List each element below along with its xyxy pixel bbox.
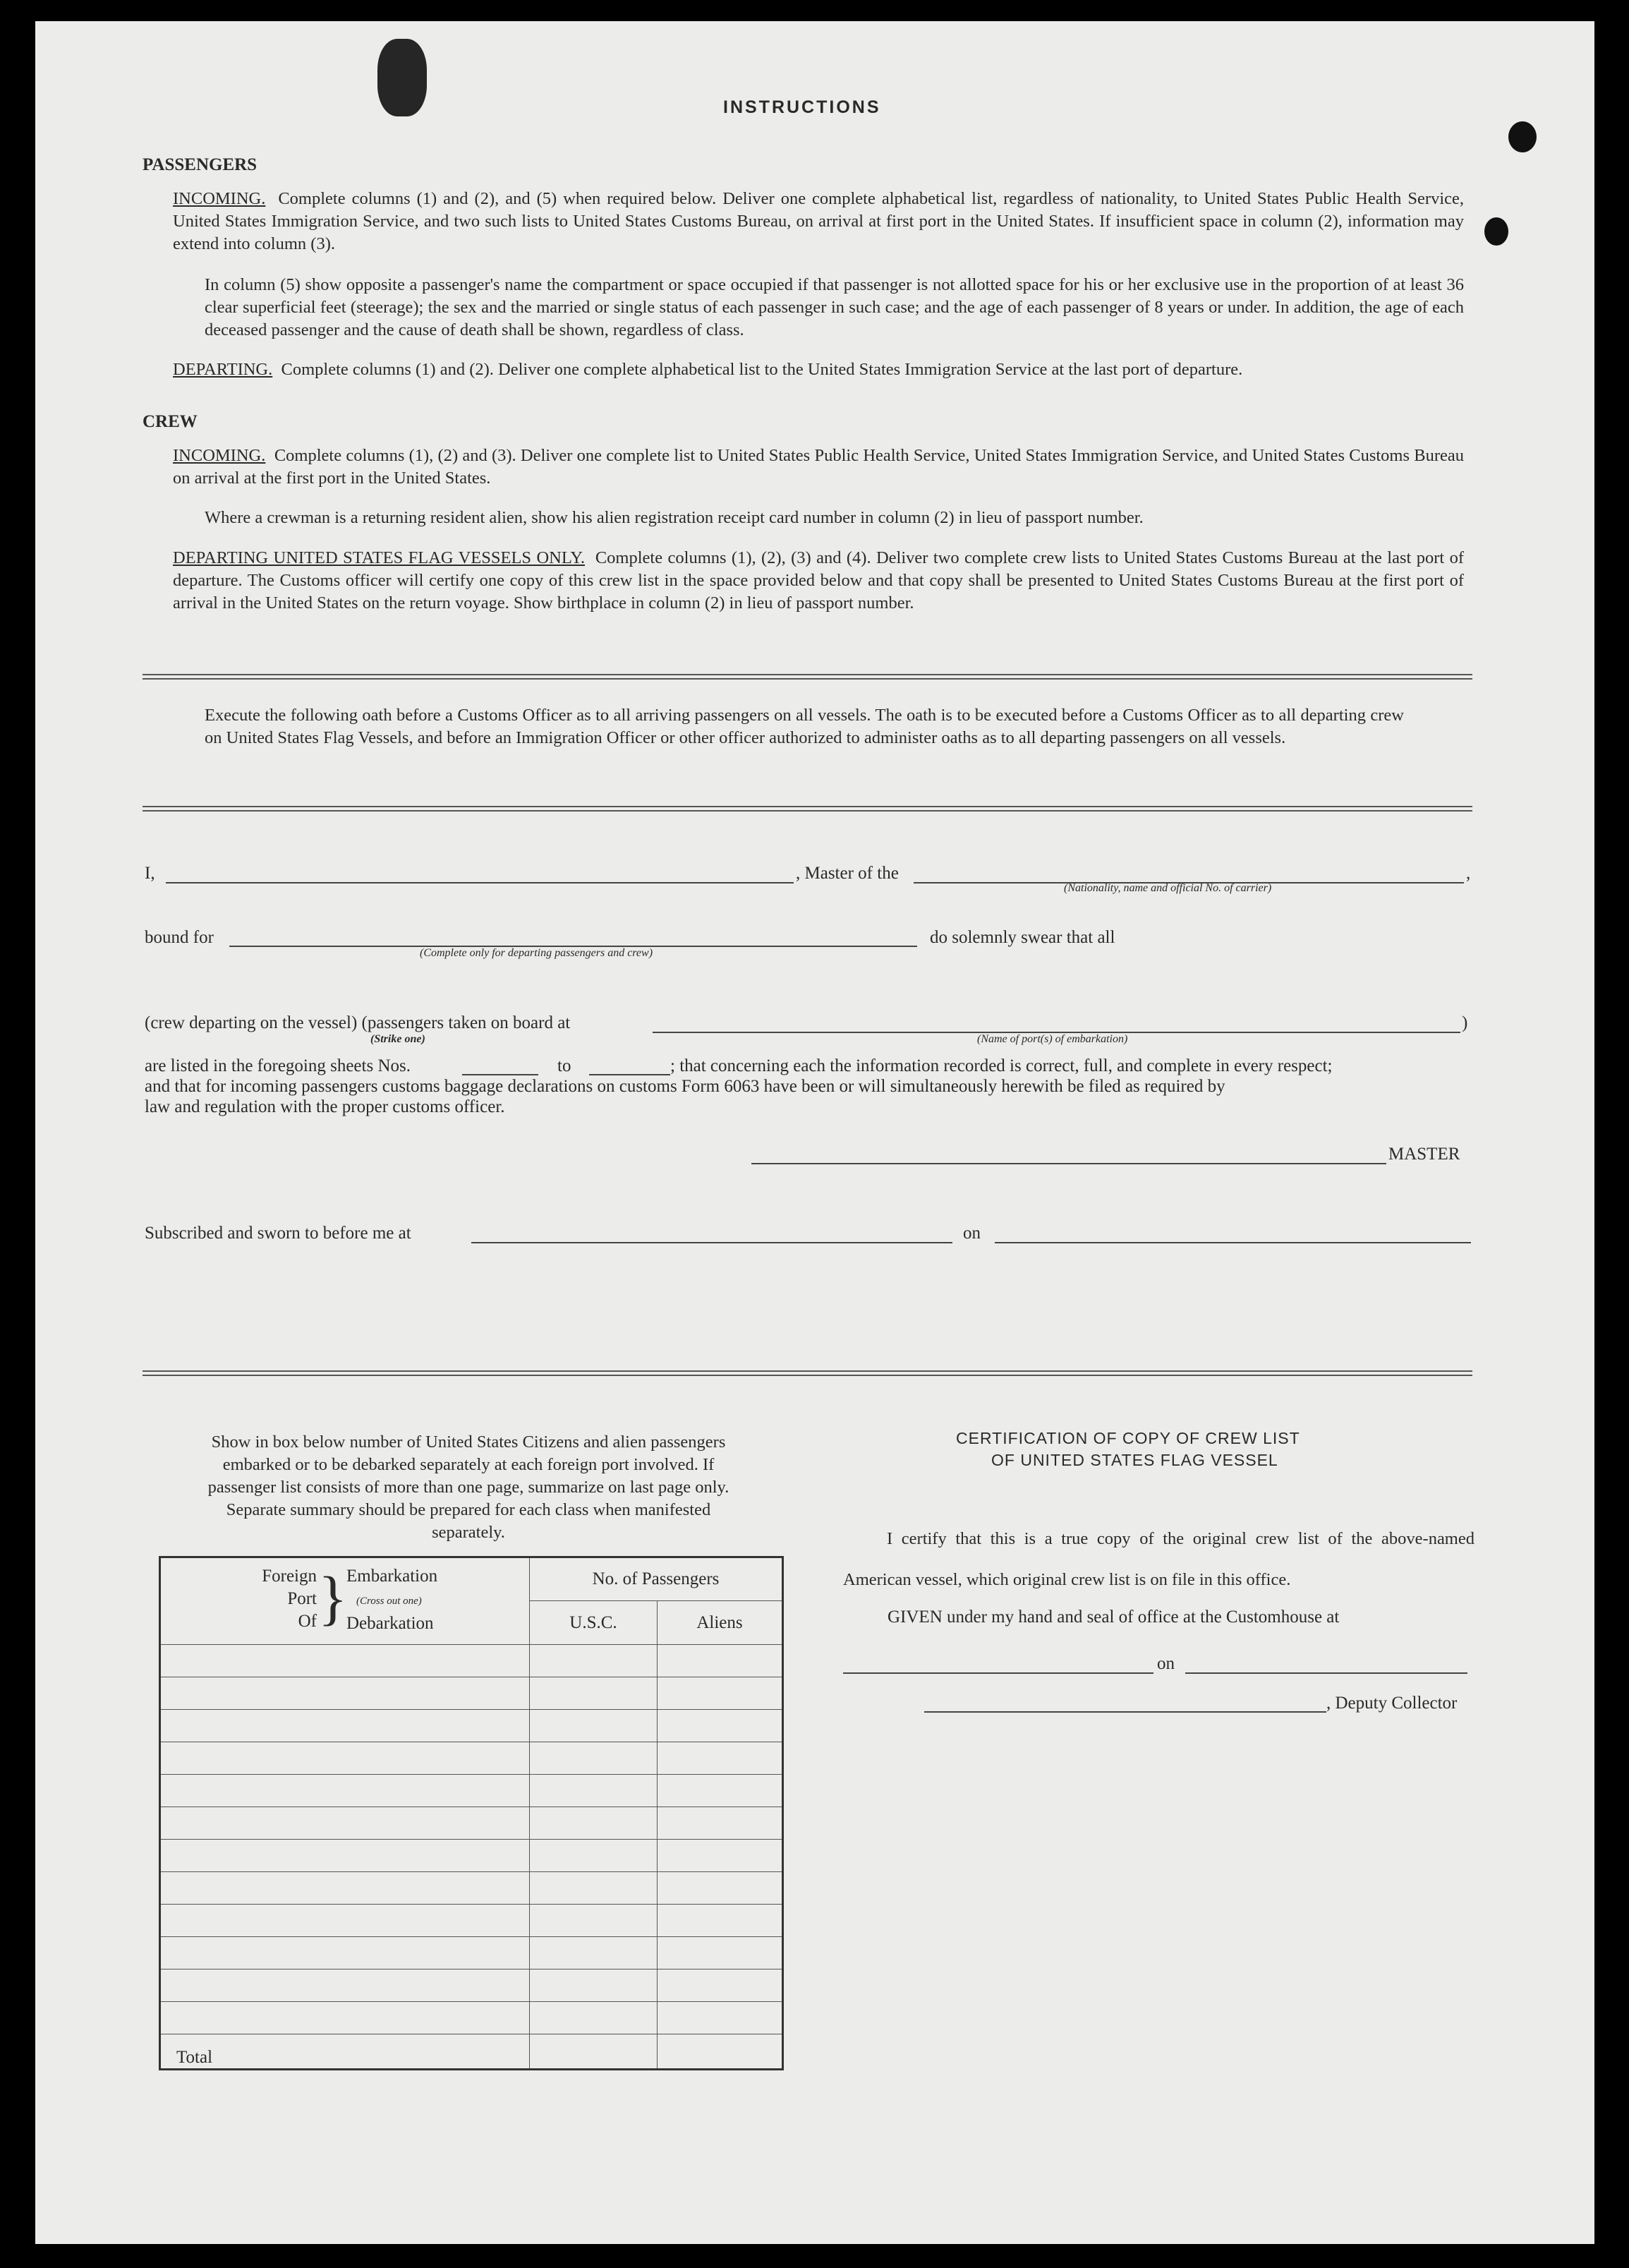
table-row: [160, 1677, 783, 1710]
passengers-departing: [173, 358, 1464, 381]
table-row: [160, 2002, 783, 2034]
table-row: [160, 1645, 783, 1677]
oath-comma: ,: [1466, 864, 1471, 883]
ink-blot: [1484, 217, 1508, 246]
table-row: [160, 1807, 783, 1840]
col-of: Of: [298, 1612, 317, 1631]
oath-listed-line2: and that for incoming passengers customs baggage declarations on customs Form 6063 have been or will simultaneously herewith be filed as required by: [145, 1077, 1225, 1096]
cert-date-field[interactable]: [1185, 1672, 1467, 1674]
crew-departing-text: Complete columns (1), (2), (3) and (4). Deliver two complete crew lists to United States Customs Bureau at the last port of departure. The Customs officer will certify one copy of this crew list in the space provided below and that copy shall be presented to United States Customs Bureau at the first port of arrival in the United States on the return voyage. Show birthplace in column (2) in lieu of passport number.: [173, 548, 1464, 613]
master-signature-field[interactable]: [751, 1163, 1386, 1164]
oath-close-paren: ): [1462, 1013, 1468, 1032]
cert-on: on: [1157, 1654, 1175, 1673]
total-label: Total: [160, 2034, 530, 2070]
ink-blot: [1508, 121, 1537, 152]
crew-heading: CREW: [143, 412, 198, 431]
table-row: [160, 1937, 783, 1970]
page-title: INSTRUCTIONS: [723, 97, 881, 117]
passengers-incoming-text: Complete columns (1) and (2), and (5) when required below. Deliver one complete alphabetical list, regardless of nationality, to United States Public Health Service, United States Immigration Service, and two such lists to United States Customs Bureau, on arrival at first port in the United States. If insufficient space in column (2), information may extend into column (3).: [173, 189, 1465, 253]
passengers-departing-text: Complete columns (1) and (2). Deliver one complete alphabetical list to the United States Immigration Service at the last port of departure.: [281, 360, 1243, 379]
cert-title-1: CERTIFICATION OF COPY OF CREW LIST: [956, 1429, 1300, 1447]
summary-instruction: Show in box below number of United States Citizens and alien passengers embarked or to be debarked separately at each foreign port involved. If passenger list consists of more than one page, summarize on last page only. Separate summary should be prepared for each class when manifested separately.: [207, 1432, 729, 1542]
col-usc: U.S.C.: [530, 1601, 658, 1645]
oath-master-of: , Master of the: [796, 864, 899, 883]
table-row: [160, 1710, 783, 1742]
col-number: No. of Passengers: [530, 1557, 783, 1601]
passengers-incoming: [173, 188, 1464, 255]
subscribed-date-field[interactable]: [995, 1242, 1471, 1243]
oath-listed-a: are listed in the foregoing sheets Nos.: [145, 1056, 411, 1075]
crew-departing: [173, 547, 1464, 615]
oath-bound-for: bound for: [145, 928, 214, 947]
strike-one-note: (Strike one): [370, 1033, 425, 1045]
oath-instruction: Execute the following oath before a Customs Officer as to all arriving passengers on all vessels. The oath is to be executed before a Customs Officer as to all departing crew on United States Flag Vessels, and before an Immigration Officer or other officer authorized to administer oaths as to all departing passengers on all vessels.: [205, 706, 1404, 747]
passengers-incoming-label: INCOMING.: [173, 189, 266, 208]
divider: [143, 806, 1472, 812]
col-cross: (Cross out one): [356, 1596, 422, 1607]
table-row: [160, 1872, 783, 1905]
col-foreign: Foreign: [262, 1567, 317, 1586]
total-usc[interactable]: [530, 2034, 658, 2070]
oath-listed-to: to: [557, 1056, 571, 1075]
oath-crew-departing: (crew departing on the vessel) (passengers taken on board at: [145, 1013, 571, 1032]
col-port: Port: [287, 1589, 317, 1608]
crew-incoming: [173, 445, 1464, 490]
complete-note: (Complete only for departing passengers and crew): [420, 947, 653, 959]
passengers-heading: PASSENGERS: [143, 155, 258, 174]
deputy-signature-field[interactable]: [924, 1711, 1326, 1713]
oath-i-label: I,: [145, 864, 155, 883]
ink-blot: [377, 39, 427, 116]
table-row: [160, 1840, 783, 1872]
oath-swear: do solemnly swear that all: [930, 928, 1115, 947]
subscribed-place-field[interactable]: [471, 1242, 952, 1243]
divider: [143, 674, 1472, 680]
cert-given: GIVEN under my hand and seal of office at the Customhouse at: [888, 1607, 1340, 1627]
crew-alien-note: Where a crewman is a returning resident alien, show his alien registration receipt card number in column (2) in lieu of passport number.: [205, 508, 1144, 527]
passengers-departing-label: DEPARTING.: [173, 360, 273, 379]
table-row: [160, 1970, 783, 2002]
crew-incoming-text: Complete columns (1), (2) and (3). Deliver one complete list to United States Public Health Service, United States Immigration Service, and United States Customs Bureau on arrival at the first port in the United States.: [173, 446, 1465, 488]
nationality-note: (Nationality, name and official No. of carrier): [1064, 882, 1272, 894]
crew-incoming-label: INCOMING.: [173, 446, 266, 465]
subscribed-on: on: [963, 1224, 981, 1243]
cert-place-field[interactable]: [843, 1672, 1153, 1674]
col-embarkation: Embarkation: [346, 1567, 438, 1586]
total-aliens[interactable]: [658, 2034, 783, 2070]
table-row: [160, 1775, 783, 1807]
port-header: Foreign Port Of } Embarkation (Cross out one) Debarkation: [160, 1557, 530, 1645]
master-name-field[interactable]: [166, 882, 794, 883]
port-note: (Name of port(s) of embarkation): [977, 1033, 1128, 1045]
passenger-summary-table: [159, 1556, 784, 2070]
cert-deputy: , Deputy Collector: [1326, 1694, 1458, 1713]
passengers-column5-note: In column (5) show opposite a passenger's name the compartment or space occupied if that passenger is not allotted space for his or her exclusive use in the proportion of at least 36 clear superficial feet (steerage); the sex and the married or single status of each passenger in such case; and the age of each passenger of 8 years or under. In addition, the age of each deceased passenger and the cause of death shall be shown, regardless of class.: [205, 275, 1464, 339]
table-row: [160, 1905, 783, 1937]
oath-listed-line3: law and regulation with the proper customs officer.: [145, 1097, 505, 1116]
cert-title-2: OF UNITED STATES FLAG VESSEL: [991, 1451, 1278, 1469]
col-aliens: Aliens: [658, 1601, 783, 1645]
cert-text: I certify that this is a true copy of the original crew list of the above-named American vessel, which original crew list is on file in this office.: [843, 1529, 1474, 1589]
subscribed-label: Subscribed and sworn to before me at: [145, 1224, 411, 1243]
col-debarkation: Debarkation: [346, 1614, 434, 1633]
master-label: MASTER: [1388, 1145, 1460, 1164]
crew-departing-label: DEPARTING UNITED STATES FLAG VESSELS ONLY.: [173, 548, 586, 567]
table-row: [160, 1742, 783, 1775]
oath-listed-b: ; that concerning each the information recorded is correct, full, and complete in every respect;: [670, 1056, 1333, 1075]
divider: [143, 1370, 1472, 1376]
